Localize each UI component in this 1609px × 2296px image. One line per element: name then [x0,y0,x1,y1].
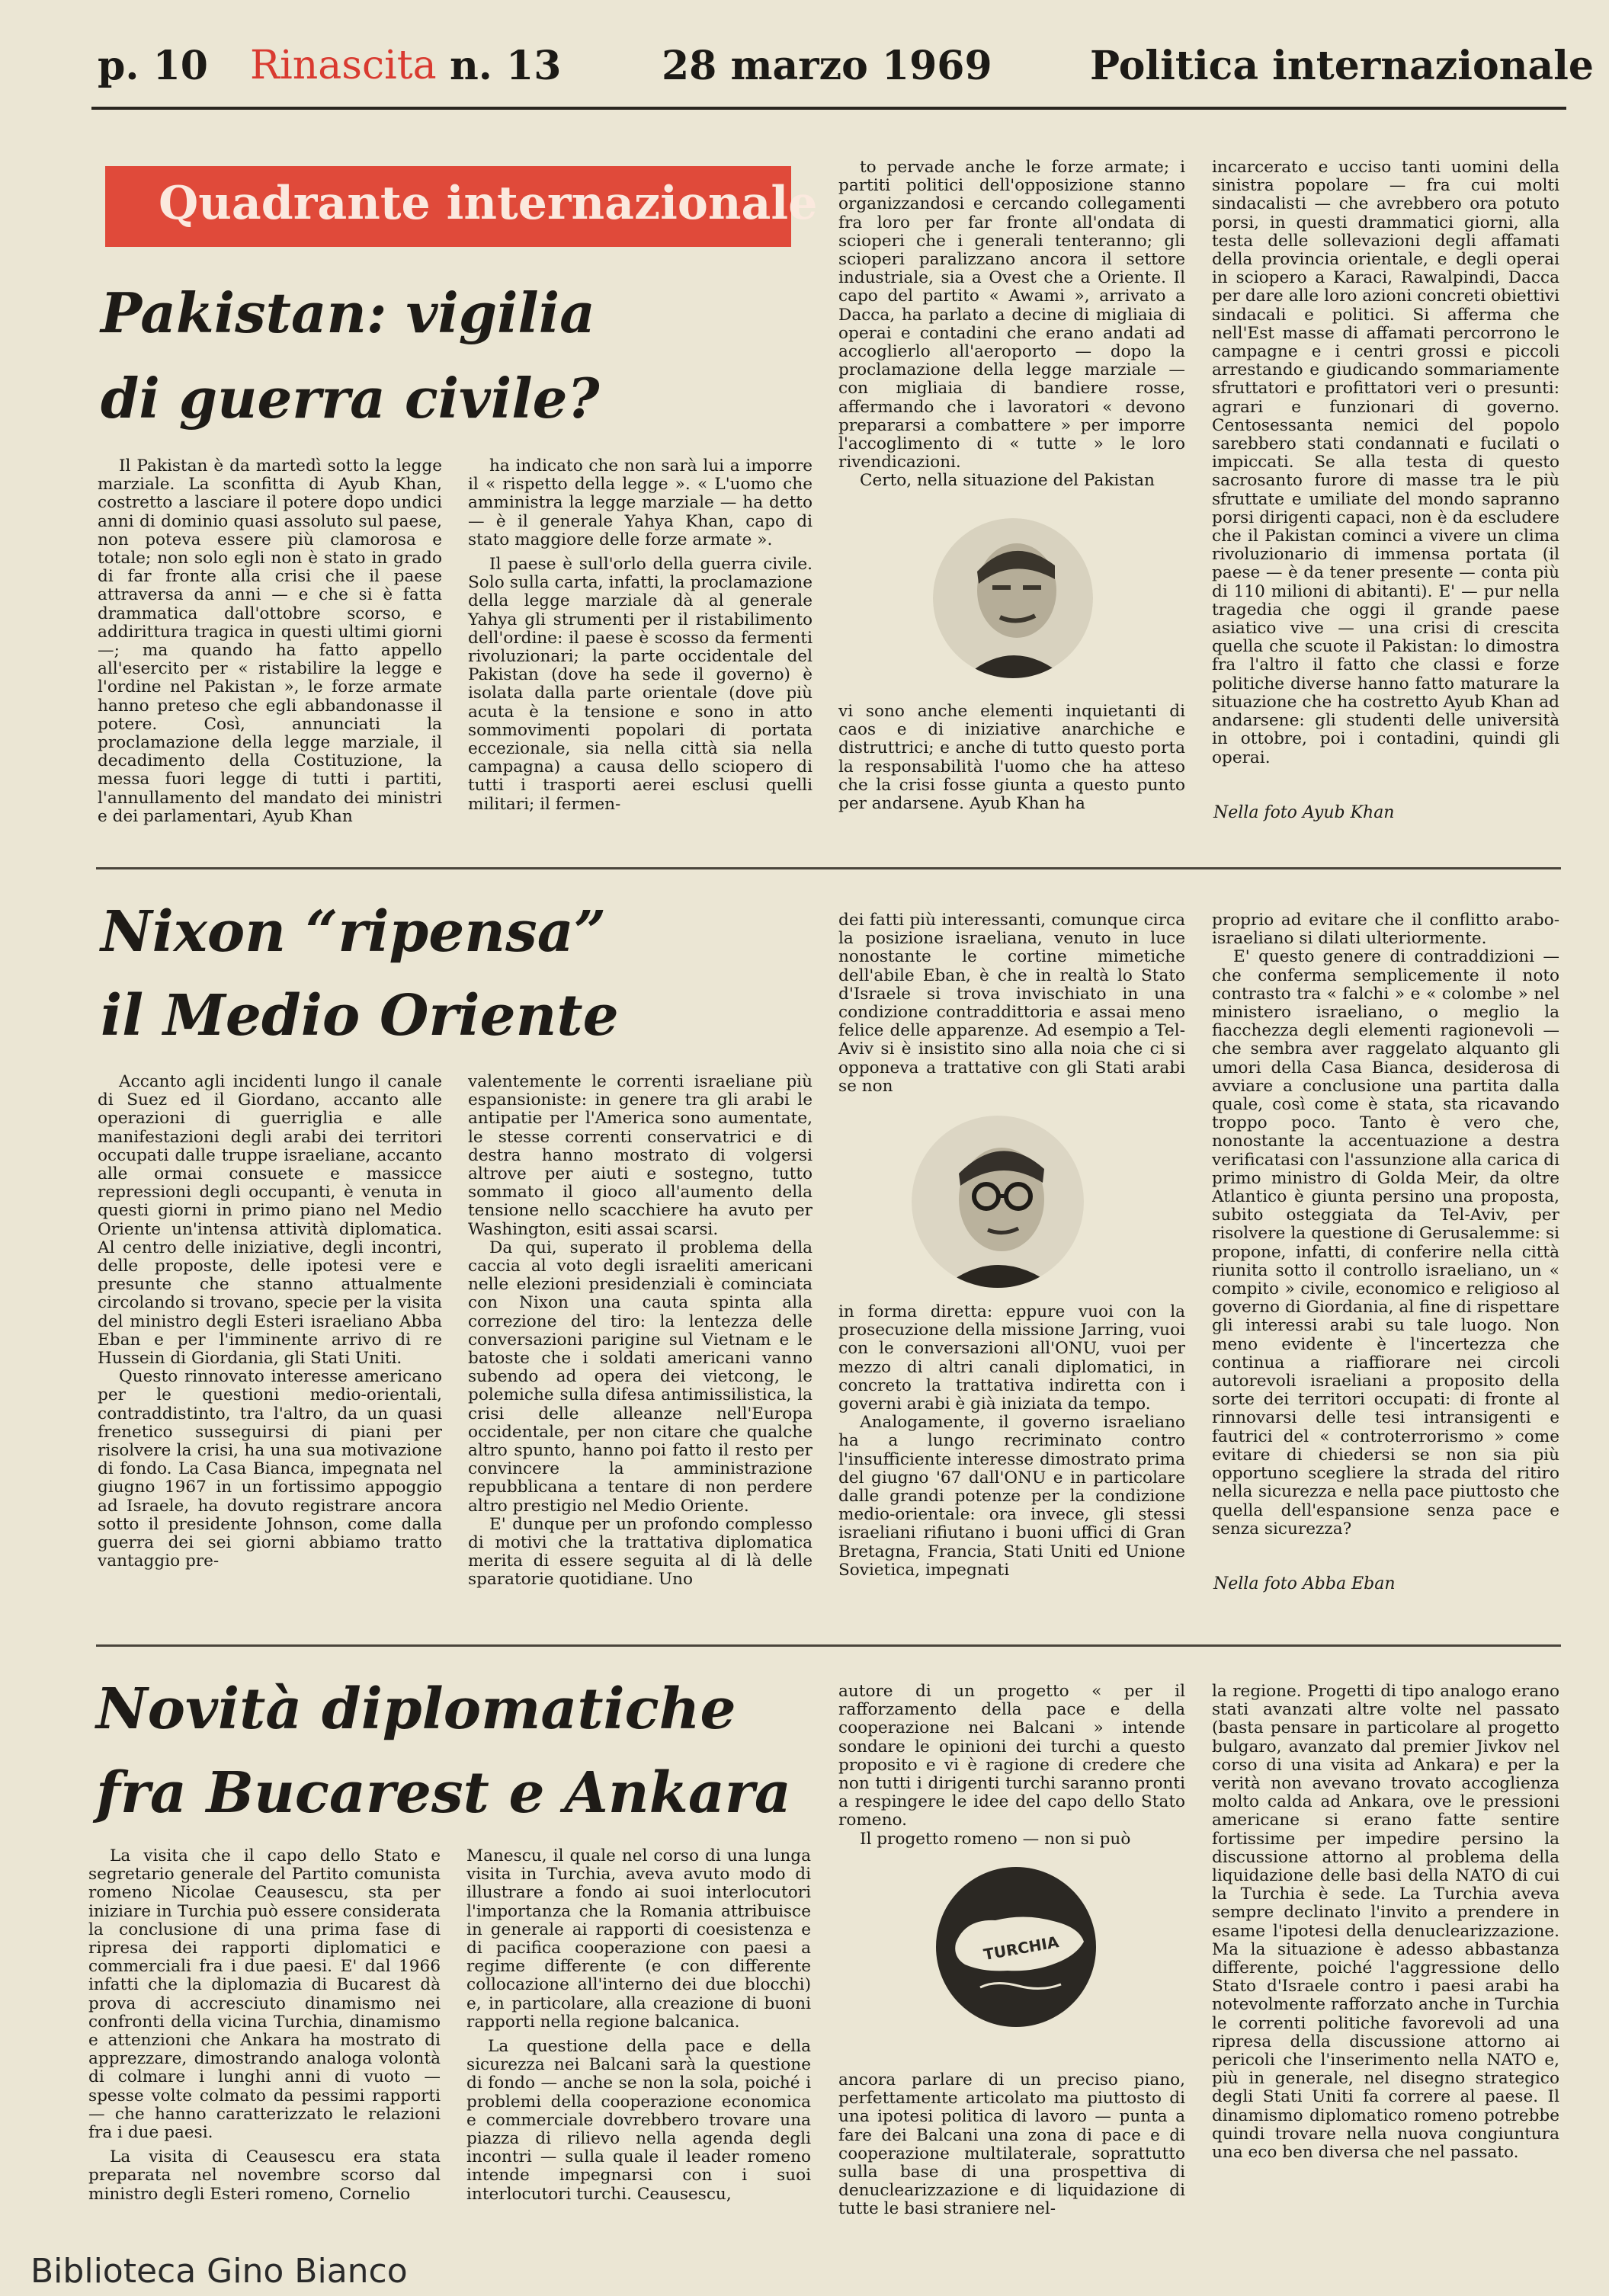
article2-column-2 [468,1072,813,1590]
paragraph: vi sono anche elementi inquietanti di caos e di iniziative anarchiche e distruttrici; e anche di tutto questo porta la responsabilità l'uomo che ha atteso che la crisi fosse giunta a questo punto per andarsene. Ayub Khan ha [838,702,1185,814]
section-title: Politica internazionale [1090,43,1594,89]
running-header [98,43,1594,104]
article-divider [96,867,1561,869]
paragraph: Accanto agli incidenti lungo il canale di Suez ed il Giordano, accanto alle operazioni di guerriglia e alle manifestazioni degli arabi dei territori occupati dalle truppe israeliane, accanto alle ormai consuete e massicce repressioni degli occupanti, è venuta in questi giorni in primo piano nel Medio Oriente un'intensa attività diplomatica. Al centro delle iniziative, degli incontri, delle proposte, delle ipotesi vere e presunte che stanno attualmente circolando si trovano, specie per la visita del ministro degli Esteri israeliano Abba Eban e per l'imminente arrivo di re Hussein di Giordania, gli Stati Uniti. [98,1072,442,1369]
paragraph: la regione. Progetti di tipo analogo erano stati avanzati altre volte nel passato (basta pensare in particolare al progetto bulgaro, avanzato dal premier Jivkov nel corso di una visita ad Ankara) e per la verità non avevano trovato accoglienza molto calda ad Ankara, ove le pressioni americane si erano fatte sentire fortissime per impedire persino la discussione attorno al problema della liquidazione delle basi della NATO di cui la Turchia è sede. La Turchia aveva sempre declinato l'invito a prendere in esame l'ipotesi della denuclearizzazione. Ma la situazione è adesso abbastanza differente, poiché l'aggressione dello Stato d'Israele contro i paesi arabi ha notevolmente rafforzato anche in Turchia le correnti politiche favorevoli ad una ripresa della discussione attorno ai pericoli che l'inserimento nella NATO e, più in generale, nel disegno strategico degli Stati Uniti fa correre al paese. Il dinamismo diplomatico romeno potrebbe quindi trovare nella nuova congiuntura una eco ben diversa che nel passato. [1212,1682,1559,2163]
paragraph: E' questo genere di contraddizioni — che conferma semplicemente il noto contrasto tra « falchi » e « colombe » nel ministero israeliano, o meglio la fiacchezza degli elementi ragionevoli — che sembra aver raggelato alquanto gli umori della Casa Bianca, desiderosa di avviare a conclusione una partita dalla quale, così come è stata, sta ricavando troppo poco. Tanto è vero che, nonostante la accentuazione a destra verificatasi con l'assunzione alla carica di primo ministro di Golda Meir, da oltre Atlantico è giunta persino una proposta, subito osteggiata da Tel-Aviv, per risolvere la questione di Gerusalemme: si propone, infatti, di conferire nella città riunita sotto il controllo israeliano, un « compito » civile, economico e religioso al governo di Giordania, al fine di rispettare gli interessi arabi su tale luogo. Non meno evidente è l'incertezza che continua a riaffiorare nei circoli autorevoli israeliani a proposito della sorte dei territori occupati: di fronte al rinnovarsi delle tesi intransigenti e fautrici del « controterrorismo » come evitare di chiedersi se non sia più opportuno scegliere la strada del ritiro nella sicurezza e nella pace piuttosto che quella dell'espansione senza pace e senza sicurezza? [1212,947,1559,1539]
paragraph: Da qui, superato il problema della caccia al voto degli israeliti americani nelle elezioni presidenziali è cominciata con Nixon una cauta spinta alla correzione del tiro: la lentezza delle conversazioni parigine sul Vietnam e le batoste che i soldati americani vanno subendo ad opera dei vietcong, le polemiche sulla difesa antimissilistica, la crisi delle alleanze nell'Europa occidentale, per non citare che qualche altro spunto, hanno poi fatto il resto per convincere la amministrazione repubblicana a tentare di non perdere altro prestigio nel Medio Oriente. [468,1238,813,1516]
banner-title: Quadrante internazionale [159,177,818,230]
paragraph: Il Pakistan è da martedì sotto la legge marziale. La sconfitta di Ayub Khan, costretto a lasciare il potere dopo undici anni di dominio quasi assoluto sul paese, non poteva essere più clamorosa e totale; non solo egli non è stato in grado di far fronte alla crisi che il paese attraversa da anni — e che si è fatta drammatica dall'ottobre scorso, e addirittura tragica in questi ultimi giorni —; ma quando ha fatto appello all'esercito per « ristabilire la legge e l'ordine nel Pakistan », le forze armate hanno preteso che egli abbandonasse il potere. Così, annunciati la proclamazione della legge marziale, il decadimento della Costituzione, la messa fuori legge di tutti i partiti, l'annullamento del mandato dei ministri e dei parlamentari, Ayub Khan [98,456,442,826]
paragraph: Certo, nella situazione del Pakistan [860,471,1155,491]
article3-column-3-bottom [838,2071,1185,2231]
paragraph: autore di un progetto « per il rafforzamento della pace e della cooperazione nei Balcani » intende sondare le opinioni dei turchi a questo proposito e vi è ragione di credere che non tutti i dirigenti turchi saranno pronti a respingere le idee del capo dello Stato romeno. [838,1682,1185,1830]
article1-column-4 [1212,159,1559,791]
article3-column-1 [88,1847,441,2236]
article1-column-3-top [838,159,1185,494]
paragraph: proprio ad evitare che il conflitto arabo-israeliano si dilati ulteriormente. [1212,911,1559,949]
paragraph: incarcerato e ucciso tanti uomini della sinistra popolare — fra cui molti sindacalisti — che avrebbero ora potuto porsi, in questi drammatici giorni, alla testa delle sollevazioni degli affamati della provincia orientale, e degli operai in sciopero a Karaci, Rawalpindi, Dacca per dare alle loro azioni concreti obiettivi sindacali e politici. Si afferma che nell'Est masse di affamati percorrono le campagne e i centri grossi e piccoli arrestando e giudicando sommariamente sfruttatori e profittatori veri o presunti: agrari e funzionari di governo. Centosessanta nemici del popolo sarebbero stati condannati e fucilati o impiccati. Se alla testa di questo sacrosanto furore di masse tra le più sfruttate e umiliate del mondo sapranno porsi dirigenti capaci, non è da escludere che il Pakistan cominci a vivere un clima rivoluzionario di immensa portata (il paese — è da tener presente — conta più di 110 milioni di abitanti). E' — pur nella tragedia che oggi il grande paese asiatico vive — una crisi di crescita quella che scuote il Pakistan: lo dimostra fra l'altro il fatto che classi e forze politiche diverse hanno fatto maturare la situazione che ha costretto Ayub Khan ad andarsene: gli studenti delle università in ottobre, poi i contadini, quindi gli operai. [1212,158,1559,767]
section-banner [105,166,818,247]
paragraph: Manescu, il quale nel corso di una lunga visita in Turchia, aveva avuto modo di illustrare a fondo ai suoi interlocutori l'importanza che la Romania attribuisce in generale ai rapporti di coesistenza e di pacifica cooperazione con paesi a regime differente (e con differente collocazione all'interno dei due blocchi) e, in particolare, alla creazione di buoni rapporti nella regione balcanica. [466,1846,811,2032]
page-number: p. 10 [98,43,208,89]
issue-date: 28 marzo 1969 [662,43,992,89]
paragraph: in forma diretta: eppure vuoi con la prosecuzione della missione Jarring, vuoi con le conversazioni all'ONU, vuoi per mezzo di altri canali diplomatici, in concreto la trattativa indiretta con i governi arabi è già iniziata da tempo. [838,1302,1185,1414]
paragraph: ancora parlare di un preciso piano, perfettamente articolato ma piuttosto di una ipotesi politica di lavoro — punta a fare dei Balcani una zona di pace e di cooperazione multilaterale, soprattutto sulla base di una prospettiva di denuclearizzazione e di liquidazione di tutte le basi straniere nel- [838,2070,1185,2219]
paragraph: Analogamente, il governo israeliano ha a lungo recriminato contro l'insufficiente interesse dimostrato prima del giugno '67 dall'ONU e in particolare dalle grandi potenze per la condizione medio-orientale: ora invece, gli stessi israeliani rifiutano i buoni uffici di Gran Bretagna, Francia, Stati Uniti ed Unione Sovietica, impegnati [838,1413,1185,1580]
paragraph: ha indicato che non sarà lui a imporre il « rispetto della legge ». « L'uomo che amministra la legge marziale — ha detto — è il generale Yahya Khan, capo di stato maggiore delle forze armate ». [468,456,813,549]
article3-title-line2: fra Bucarest e Ankara [96,1760,791,1826]
library-watermark: Biblioteca Gino Bianco [30,2252,408,2291]
article3-title-line1: Novità diplomatiche [96,1676,736,1742]
paragraph: dei fatti più interessanti, comunque circa la posizione israeliana, venuto in luce nonostante le cortine mimetiche dell'abile Eban, è che in realtà lo Stato d'Israele si trova invischiato in una condizione contraddittoria e assai meno felice delle apparenze. Ad esempio a Tel-Aviv si è insistito sino alla noia che ci si opponeva a trattative con gli Stati arabi se non [838,911,1185,1096]
map-label: TURCHIA [982,1933,1060,1965]
paragraph: La visita che il capo dello Stato e segretario generale del Partito comunista romeno Nicolae Ceausescu, sta per iniziare in Turchia può essere considerata la conclusione di una prima fase di ripresa dei rapporti diplomatici e commerciali fra i due paesi. E' dal 1966 infatti che la diplomazia di Bucarest dà prova di accresciuto dinamismo nei confronti della vicina Turchia, dinamismo e attenzioni che Ankara ha mostrato di apprezzare, dimostrando analoga volontà di colmare i lunghi anni di vuoto — spesse volte colmato da pessimi rapporti — che hanno caratterizzato le relazioni fra i due paesi. [88,1846,441,2143]
article1-title-line2: di guerra civile? [101,366,600,431]
article3-column-4 [1212,1683,1559,2239]
paragraph: valentemente le correnti israeliane più espansioniste: in genere tra gli arabi le antipatie per l'America sono aumentate, le stesse correnti conservatrici e di destra hanno mostrato di volgersi altrove per aiuti e sostegno, tutto sommato il gioco all'aumento della tensione nello scacchiere ha avuto per Washington, esiti assai scarsi. [468,1072,813,1239]
header-rule [91,107,1566,110]
portrait-image [912,1116,1084,1288]
ayub-khan-photo [933,518,1093,678]
paragraph: La visita di Ceausescu era stata preparata nel novembre scorso dal ministro degli Esteri romeno, Cornelio [88,2147,441,2204]
issue-number: n. 13 [450,43,562,89]
abba-eban-photo [912,1116,1084,1288]
article1-photo-caption: Nella foto Ayub Khan [1213,803,1395,822]
article1-title-line1: Pakistan: vigilia [101,280,595,345]
article2-column-4 [1212,911,1559,1567]
paragraph: E' dunque per un profondo complesso di motivi che la trattativa diplomatica merita di essere seguita al di là delle sparatorie quotidiane. Uno [468,1514,813,1590]
article2-column-1 [98,1072,442,1571]
article2-column-3-top [838,911,1185,1094]
article-divider [96,1644,1561,1647]
paragraph: to pervade anche le forze armate; i partiti politici dell'opposizione stanno organizzandosi e cercando collegamenti fra loro per far fronte all'ondata di scioperi che i generali tenteranno; gli scioperi paralizzano ancora il settore industriale, sia a Ovest che a Oriente. Il capo del partito « Awami », arrivato a Dacca, ha parlato a decine di migliaia di operai e contadini che erano andati ad accoglierlo all'aeroporto — dopo la proclamazione della legge marziale — con migliaia di bandiere rosse, affermando che i lavoratori « devono prepararsi a combattere » per imporre l'accoglimento di « tutte » le loro rivendicazioni. [838,158,1185,472]
turkey-map [934,1865,1098,2029]
magazine-name: Rinascita [250,43,437,88]
article3-column-2 [466,1847,811,2236]
article1-column-3-bottom [838,703,1185,832]
article2-title-line1: Nixon “ripensa” [101,899,607,965]
article3-column-3-top [838,1683,1185,1858]
turkey-map-graphic [934,1865,1098,2029]
article1-column-2 [468,457,813,823]
article2-photo-caption: Nella foto Abba Eban [1213,1574,1396,1593]
paragraph: La questione della pace e della sicurezza nei Balcani sarà la questione di fondo — anche se non la sola, poiché i problemi della cooperazione economica e commerciale dovrebbero trovare una piazza di rilievo nella agenda degli incontri — sulla quale il leader romeno intende impegnarsi con i suoi interlocutori turchi. Ceausescu, [466,2037,811,2204]
article2-title-line2: il Medio Oriente [101,983,619,1049]
paragraph: Il paese è sull'orlo della guerra civile. Solo sulla carta, infatti, la proclamazione della legge marziale dà al generale Yahya gli strumenti per il ristabilimento dell'ordine: il paese è scosso da fermenti rivoluzionari; la parte occidentale del Pakistan (dove ha sede il governo) è isolata dalla parte orientale (dove più acuta è la tensione e sono in atto sommovimenti popolari di portata eccezionale, sia nella città sia nella campagna) a causa dello sciopero di tutti i trasporti aerei esclusi quelli militari; il fermen- [468,555,813,814]
article1-column-1 [98,456,442,826]
article2-column-3-bottom [838,1302,1185,1580]
portrait-image [933,518,1093,678]
paragraph: Il progetto romeno — non si può [860,1829,1131,1849]
paragraph: Questo rinnovato interesse americano per le questioni medio-orientali, contraddistinto, tra l'altro, da un quasi frenetico susseguirsi di piani per risolvere la crisi, ha una sua motivazione di fondo. La Casa Bianca, impegnata nel giugno 1967 in un fortissimo appoggio ad Israele, ha dovuto registrare ancora sotto il presidente Johnson, come dalla guerra dei sei giorni abbiamo tratto vantaggio pre- [98,1367,442,1571]
